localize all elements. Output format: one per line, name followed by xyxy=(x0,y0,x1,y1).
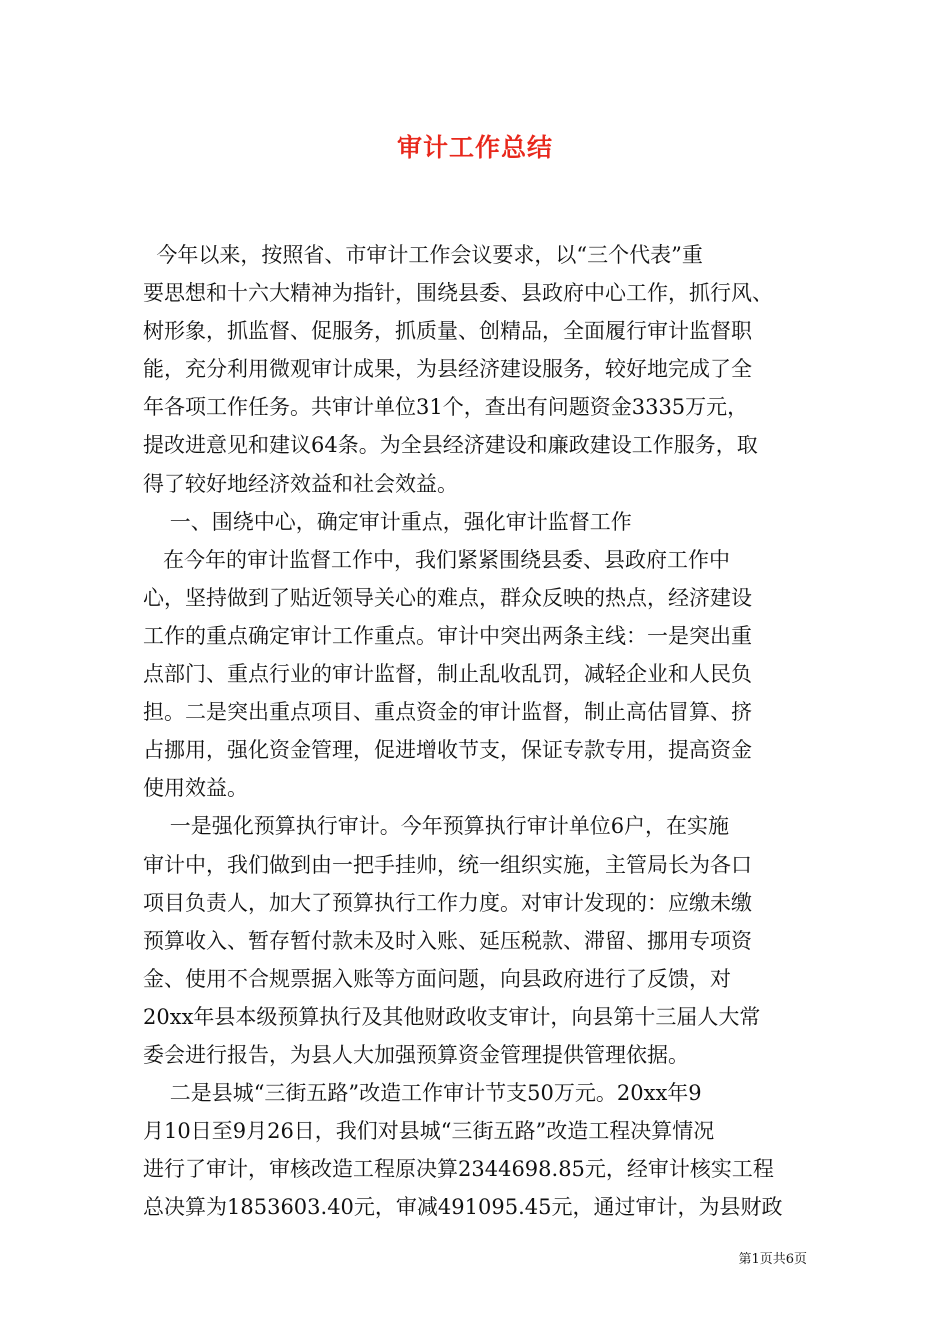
body-text-line: 占挪用，强化资金管理，促进增收节支，保证专款专用，提高资金 xyxy=(143,738,752,763)
body-text-line: 今年以来，按照省、市审计工作会议要求，以“三个代表”重 xyxy=(143,243,703,267)
body-text-line: 树形象，抓监督、促服务，抓质量、创精品，全面履行审计监督职 xyxy=(143,319,752,344)
document-title: 审计工作总结 xyxy=(396,133,553,162)
body-text-line: 委会进行报告，为县人大加强预算资金管理提供管理依据。 xyxy=(143,1042,689,1067)
document-body xyxy=(143,236,807,1226)
body-text-line: 进行了审计，审核改造工程原决算2344698.85元，经审计核实工程 xyxy=(143,1157,774,1182)
body-text-line: 金、使用不合规票据入账等方面问题，向县政府进行了反馈，对 xyxy=(143,966,731,991)
body-text-line: 能，充分利用微观审计成果，为县经济建设服务，较好地完成了全 xyxy=(143,357,752,382)
body-text-line: 审计中，我们做到由一把手挂帅，统一组织实施，主管局长为各口 xyxy=(143,852,752,877)
body-text-line: 工作的重点确定审计工作重点。审计中突出两条主线：一是突出重 xyxy=(143,623,752,648)
body-text-line: 预算收入、暂存暂付款未及时入账、延压税款、滞留、挪用专项资 xyxy=(143,928,752,953)
body-text-line: 项目负责人，加大了预算执行工作力度。对审计发现的：应缴未缴 xyxy=(143,890,752,915)
body-text-line: 二是县城“三街五路”改造工作审计节支50万元。20xx年9 xyxy=(143,1081,702,1106)
body-text-line: 总决算为1853603.40元，审减491095.45元，通过审计，为县财政 xyxy=(143,1195,783,1220)
body-text-line: 得了较好地经济效益和社会效益。 xyxy=(143,471,458,496)
body-text-line: 年各项工作任务。共审计单位31个，查出有问题资金3335万元， xyxy=(143,395,749,420)
body-text-line: 月10日至9月26日，我们对县城“三街五路”改造工程决算情况 xyxy=(143,1119,715,1144)
body-text-line: 一是强化预算执行审计。今年预算执行审计单位6户，在实施 xyxy=(143,814,730,839)
page-indicator: 第1页共6页 xyxy=(738,1252,807,1267)
body-text-line: 使用效益。 xyxy=(143,776,248,801)
body-text-line: 心，坚持做到了贴近领导关心的难点，群众反映的热点，经济建设 xyxy=(143,585,752,610)
body-text-line: 20xx年县本级预算执行及其他财政收支审计，向县第十三届人大常 xyxy=(143,1004,761,1029)
body-text-line: 点部门、重点行业的审计监督，制止乱收乱罚，减轻企业和人民负 xyxy=(143,662,752,687)
body-text-line: 要思想和十六大精神为指针，围绕县委、县政府中心工作，抓行风、 xyxy=(143,281,773,306)
body-text-line: 在今年的审计监督工作中，我们紧紧围绕县委、县政府工作中 xyxy=(143,547,731,572)
body-text-line: 一、围绕中心，确定审计重点，强化审计监督工作 xyxy=(143,509,632,534)
body-text-line: 担。二是突出重点项目、重点资金的审计监督，制止高估冒算、挤 xyxy=(143,700,752,725)
body-text-line: 提改进意见和建议64条。为全县经济建设和廉政建设工作服务，取 xyxy=(143,433,758,458)
